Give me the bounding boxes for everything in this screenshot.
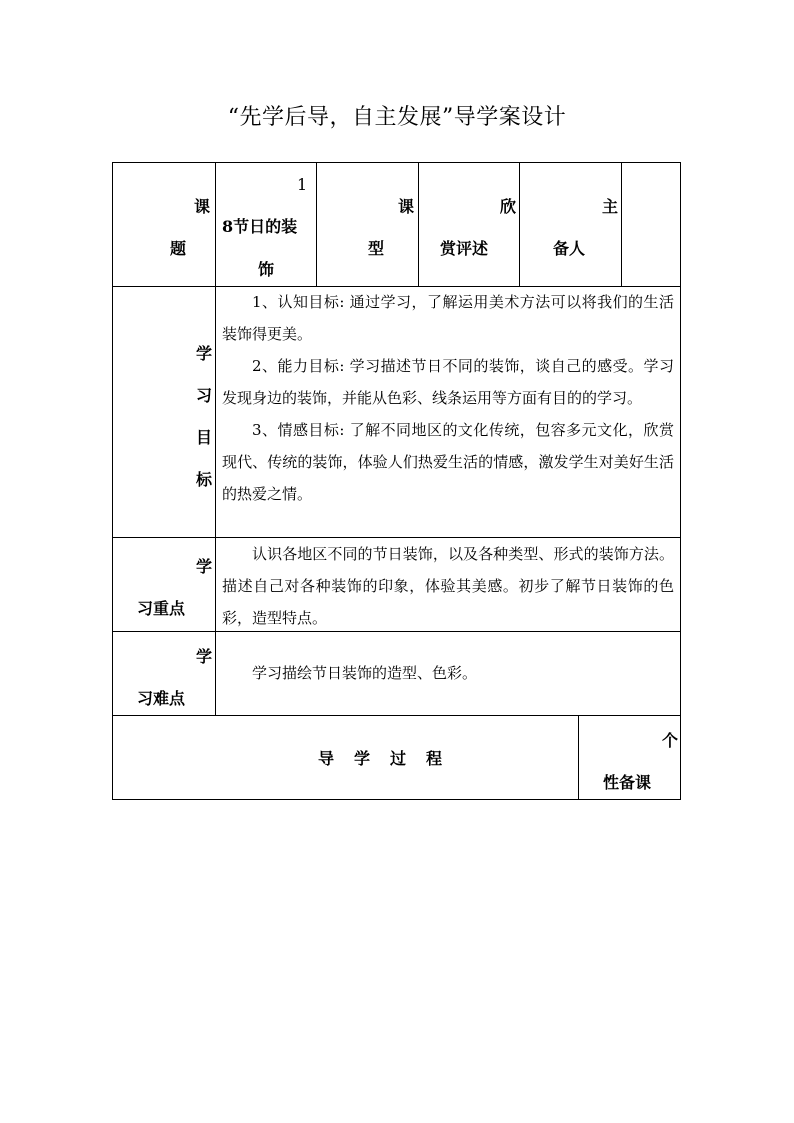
goal-item-emotion: 3、情感目标: 了解不同地区的文化传统，包容多元文化，欣赏现代、传统的装饰，体验人们热爱生活的情感，激发学生对美好生活的热爱之情。 [222, 421, 674, 503]
topic-value-line1: 1 [297, 175, 308, 194]
type-label-top: 课 [398, 197, 415, 216]
goals-label-2: 习 [196, 386, 213, 405]
goals-label-4: 标 [196, 470, 213, 489]
topic-label-top: 课 [194, 197, 211, 216]
goal-item-cognitive: 1、认知目标: 通过学习，了解运用美术方法可以将我们的生活装饰得更美。 [222, 293, 674, 343]
page-title: “先学后导，自主发展”导学案设计 [227, 105, 567, 130]
difficulty-content [222, 657, 674, 689]
key-points-label-top: 学 [196, 557, 213, 576]
personal-prep-label-bottom: 性备课 [603, 773, 652, 792]
type-value-bottom: 赏评述 [440, 239, 489, 258]
prep-label-top: 主 [602, 197, 619, 216]
key-points-text: 认识各地区不同的节日装饰，以及各种类型、形式的装饰方法。描述自己对各种装饰的印象，体验其美感。初步了解节日装饰的色彩，造型特点。 [222, 545, 674, 627]
key-points-label-bottom: 习重点 [137, 599, 186, 618]
goals-label-1: 学 [196, 344, 213, 363]
type-label-bottom: 型 [368, 239, 385, 258]
difficulty-label-bottom: 习难点 [137, 689, 186, 708]
topic-value-line2: 8节日的装 [222, 217, 298, 236]
goals-content [222, 286, 674, 510]
personal-prep-label-top: 个 [662, 731, 679, 750]
difficulty-label-top: 学 [196, 647, 213, 666]
goal-item-ability: 2、能力目标: 学习描述节日不同的装饰，谈自己的感受。学习发现身边的装饰，并能从色彩、线条运用等方面有目的的学习。 [222, 357, 674, 407]
difficulty-text: 学习描绘节日装饰的造型、色彩。 [252, 664, 478, 682]
process-label: 导学过程 [318, 749, 463, 768]
topic-value-line3: 饰 [258, 260, 275, 279]
topic-label-bottom: 题 [170, 239, 187, 258]
goals-label-3: 目 [196, 428, 213, 447]
key-points-content [222, 538, 674, 634]
prep-label-bottom: 备人 [553, 239, 586, 258]
type-value-top: 欣 [500, 197, 517, 216]
